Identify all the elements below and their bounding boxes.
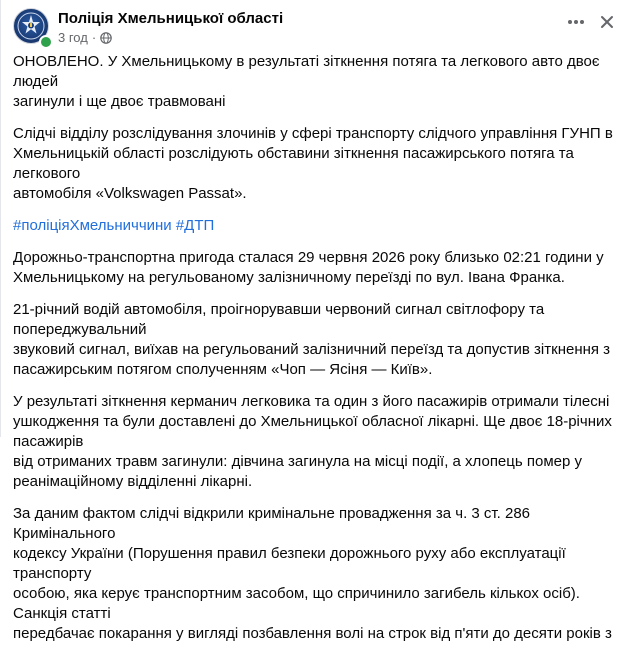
post-meta — [58, 30, 112, 45]
ellipsis-icon — [566, 12, 586, 32]
post-paragraph-4: 21-річний водій автомобіля, проігнорувавши червоний сигнал світлофору та попереджувальний звуковий сигнал, виїхав на регульований залізничний переїзд та допустив зіткнення з пасажирським потягом сполученням «Чоп — Ясіня — Київ». — [13, 301, 611, 378]
online-indicator — [39, 35, 53, 49]
post-paragraph-1: ОНОВЛЕНО. У Хмельницькому в результаті зіткнення потяга та легкового авто двоє людей загинули і ще двоє травмовані — [13, 53, 600, 110]
close-button[interactable] — [595, 10, 619, 34]
meta-separator: · — [91, 30, 97, 45]
close-icon — [598, 13, 616, 31]
post-header — [1, 0, 620, 52]
hashtag-police[interactable]: #поліціяХмельниччини — [13, 217, 172, 234]
post-body — [13, 52, 613, 656]
globe-icon — [100, 32, 112, 44]
post-time[interactable]: 3 год — [58, 30, 88, 45]
page-name[interactable]: Поліція Хмельницької області — [58, 10, 284, 27]
more-options-button[interactable] — [564, 10, 588, 34]
hashtag-dtp[interactable]: #ДТП — [175, 217, 215, 234]
post-paragraph-6: За даним фактом слідчі відкрили кримінальне провадження за ч. 3 ст. 286 Кримінального кодексу України (Порушення правил безпеки дорожнього руху або експлуатації транспорту особою, яка керує транспортним засобом, що спричинило загибель кількох осіб). Санкція статті передбачає покарання у вигляді позбавлення волі на строк від п'яти до десяти років з — [13, 505, 612, 642]
post-paragraph-2: Слідчі відділу розслідування злочинів у сфері транспорту слідчого управління ГУНП в Хмельницькій області розслідують обставини зіткнення пасажирського потяга та легкового автомобіля «Volkswagen Passat». — [13, 125, 613, 202]
post-paragraph-3: Дорожньо-транспортна пригода сталася 29 червня 2026 року близько 02:21 години у Хмельницькому на регульованому залізничному переїзді по вул. Івана Франка. — [13, 249, 604, 286]
post-paragraph-5: У результаті зіткнення кермaнич легковика та один з його пасажирів отримали тілесні ушкодження та були доставлені до Хмельницької обласної лікарні. Ще двоє 18-річних пасажирів від отриманих травм загинули: дівчина загинула на місці події, а хлопець помер у реанімаційному відділенні лікарні. — [13, 393, 612, 490]
post-hashtags — [13, 216, 613, 236]
